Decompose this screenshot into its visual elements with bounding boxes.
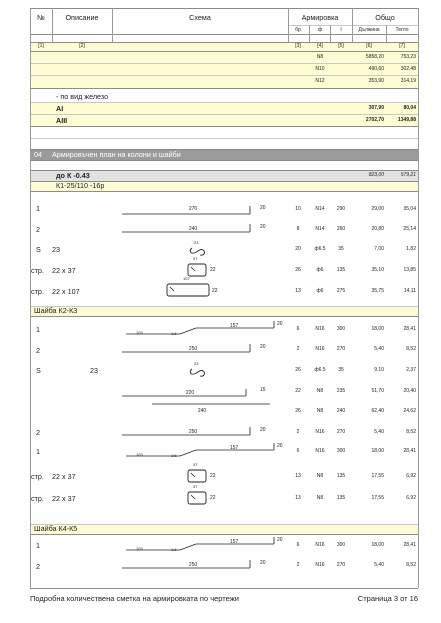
rule [30,102,418,103]
row-no: 2 [36,562,40,571]
summary-bar: N8 [316,54,324,60]
dim-label: 37 [193,462,198,467]
stirrup-icon [166,282,212,298]
row-length: 5,40 [374,429,384,435]
row-l: 290 [336,206,346,212]
row-l: 135 [336,473,346,479]
summary-weight: 314,19 [400,78,416,84]
row-length: 51,70 [371,388,384,394]
row-count: 2 [296,346,300,352]
rule [30,126,418,127]
row-weight: 8,52 [406,429,416,435]
dim-label: 20 [277,321,283,327]
rule [30,524,418,525]
row-weight: 6,92 [406,473,416,479]
row-length: 17,55 [371,495,384,501]
group-2-band [30,306,418,316]
dim-label: 157 [230,445,239,451]
dim-label: 240 [188,226,198,232]
row-weight: 24,62 [403,408,416,414]
dim-label: 23 [194,361,199,366]
row-length: 29,00 [371,206,384,212]
row-l: 300 [336,448,346,454]
row-length: 20,80 [371,226,384,232]
row-weight: 6,92 [406,495,416,501]
dim-label: 157 [230,323,239,329]
rule [30,114,418,115]
row-desc: 23 [90,366,98,375]
row-weight: 28,41 [403,448,416,454]
summary-top-band [30,51,418,88]
row-desc: 22 x 37 [52,266,76,275]
row-count: 20 [295,246,301,252]
rule [30,534,418,535]
dim-label: 20 [260,560,266,566]
row-count: 22 [295,388,301,394]
row-l: 35 [338,246,344,252]
dim-label: 20 [277,443,283,449]
row-no: 1 [36,447,40,456]
bent-bar-icon [124,320,284,338]
s-hook-icon [188,244,208,258]
idx-7: [7] [399,43,405,49]
row-l: 235 [336,388,346,394]
row-weight: 28,41 [403,542,416,548]
rule [30,306,418,307]
idx-5: [5] [338,43,344,49]
dim-label: 250 [188,562,198,568]
header-scheme: Схема [189,13,211,22]
row-weight: 14,11 [403,288,416,294]
dim-label: 22 [210,495,216,501]
idx-6: [6] [366,43,372,49]
row-no: стр. [31,266,44,275]
row-count: 6 [296,448,300,454]
summary-length: 5858,20 [365,54,384,60]
header-length: Дължина [358,27,380,33]
row-l: 240 [336,408,346,414]
row-l: 275 [336,288,346,294]
stirrup-icon [187,490,209,506]
row-l: 260 [336,226,346,232]
header-total: Общо [375,13,395,22]
row-count: 6 [296,326,300,332]
group-3-band [30,524,418,534]
dim-label: 20 [277,537,283,543]
by-steel-label: - по вид железо [56,92,109,101]
summary-weight: 753,23 [400,54,416,60]
col-rule [330,25,331,42]
header-weight: Тегло [395,27,409,33]
dim-label: 270 [188,206,198,212]
rule [30,42,418,43]
dim-label: 240 [197,408,207,414]
idx-2: [2] [79,43,85,49]
dim-label: 1:6 [171,547,177,552]
dim-label: 103 [136,452,143,457]
dim-label: 22 [210,267,216,273]
rule [30,51,418,52]
s-hook-icon [188,365,208,379]
row-count: 2 [296,429,300,435]
row-bar: N16 [315,448,325,454]
row-count: 13 [295,495,301,501]
row-no: 2 [36,346,40,355]
row-length: 18,00 [371,326,384,332]
steel-name: AIII [56,116,68,125]
col-rule [112,8,113,42]
level-label: до К -0.43 [56,171,90,180]
dim-label: 107 [183,276,190,281]
summary-weight: 302,48 [400,66,416,72]
rule [30,191,418,192]
dim-label: 220 [185,390,195,396]
col-rule [386,25,387,42]
row-weight: 25,14 [403,226,416,232]
dim-label: 1:6 [171,453,177,458]
idx-band [30,42,418,51]
row-bar: ф6 [316,288,324,294]
header-l: l [340,27,342,33]
row-no: стр. [31,472,44,481]
group-title: К1-25/110 -16р [56,181,105,190]
row-length: 35,10 [371,267,384,273]
row-length: 17,55 [371,473,384,479]
rule [288,25,418,26]
row-bar: N8 [316,495,324,501]
row-l: 270 [336,429,346,435]
rule [30,75,418,76]
row-bar: N8 [316,473,324,479]
rule [30,138,418,139]
row-length: 35,75 [371,288,384,294]
col-rule [52,8,53,42]
col-rule [309,25,310,42]
row-bar: N16 [315,562,325,568]
rule [30,8,418,9]
rule [30,588,418,589]
dim-label: 22 [210,473,216,479]
header-no: № [37,13,45,22]
row-bar: N8 [316,388,324,394]
header-phi: ф [317,27,323,33]
col-rule [288,8,289,42]
dim-label: 23 [194,240,199,245]
row-l: 300 [336,542,346,548]
footer-title: Подробна количествена сметка на армировката по чертежи [30,594,239,603]
dim-label: 20 [260,205,266,211]
header-count: бр [295,27,301,33]
row-no: S [36,245,41,254]
row-no: S [36,366,41,375]
row-l: 35 [338,367,344,373]
row-bar: N14 [315,226,325,232]
dim-label: 37 [193,484,198,489]
steel-name: AI [56,104,64,113]
row-count: 26 [295,408,301,414]
rule [30,34,418,35]
group-title: Шайба К2-К3 [34,306,78,315]
row-weight: 28,41 [403,326,416,332]
row-weight: 20,40 [403,388,416,394]
stirrup-icon [187,262,209,278]
steel-weight: 1349,88 [397,117,416,123]
row-bar: N8 [316,408,324,414]
row-desc: 23 [52,245,60,254]
row-l: 135 [336,267,346,273]
row-count: 26 [295,367,301,373]
row-l: 270 [336,562,346,568]
row-bar: N16 [315,542,325,548]
dim-label: 103 [136,330,143,335]
dim-label: 250 [188,429,198,435]
header-description: Описание [65,13,99,22]
row-bar: N16 [315,346,325,352]
rule [30,160,418,161]
reinforcement-sheet [30,8,418,588]
row-desc: 22 x 107 [52,287,80,296]
summary-length: 353,90 [368,78,384,84]
steel-length: 307,90 [368,105,384,111]
rule [30,63,418,64]
level-length: 823,00 [368,172,384,178]
dim-label: 22 [212,288,218,294]
dim-label: 103 [136,546,143,551]
row-no: стр. [31,494,44,503]
header-reinforcement: Армировка [301,13,339,22]
steel-length: 2702,70 [365,117,384,123]
col-rule [352,8,353,42]
dim-label: 157 [230,539,239,545]
dim-label: 20 [260,427,266,433]
idx-1: [1] [38,43,44,49]
row-count: 6 [296,542,300,548]
row-count: 26 [295,267,301,273]
group-title: Шайба К4-К5 [34,524,78,533]
page-number: Страница 3 от 16 [357,594,418,603]
dim-label: 37 [193,256,198,261]
row-l: 270 [336,346,346,352]
row-no: 1 [36,325,40,334]
row-length: 5,40 [374,562,384,568]
section-title: Армировъчен план на колони и шайби [52,150,181,159]
dim-label: 1:6 [171,331,177,336]
row-length: 5,40 [374,346,384,352]
rule [30,88,418,89]
row-weight: 8,52 [406,346,416,352]
row-count: 13 [295,473,301,479]
row-length: 7,00 [374,246,384,252]
summary-bar: N12 [315,78,325,84]
dim-label: 20 [260,344,266,350]
row-weight: 2,37 [406,367,416,373]
row-length: 62,40 [371,408,384,414]
row-no: 1 [36,541,40,550]
section-no: 04 [34,150,42,159]
col-rule [418,8,419,588]
row-bar: ф6 [316,267,324,273]
row-no: 2 [36,225,40,234]
row-no: 2 [36,428,40,437]
row-count: 10 [295,206,301,212]
bent-bar-icon [124,536,284,554]
row-count: 8 [296,226,300,232]
row-bar: ф6.5 [314,246,326,252]
dim-label: 15 [260,387,266,393]
row-bar: N16 [315,326,325,332]
summary-bar: N10 [315,66,325,72]
row-weight: 13,85 [403,267,416,273]
idx-4: [4] [317,43,323,49]
row-length: 9,10 [374,367,384,373]
level-weight: 579,21 [400,172,416,178]
row-weight: 1,82 [406,246,416,252]
row-bar: ф6.5 [314,367,326,373]
row-count: 2 [296,562,300,568]
row-count: 13 [295,288,301,294]
row-no: стр. [31,287,44,296]
row-bar: N14 [315,206,325,212]
bent-bar-icon [124,442,284,460]
idx-3: [3] [295,43,301,49]
row-bar: N16 [315,429,325,435]
steel-weight: 80,04 [403,105,416,111]
row-length: 18,00 [371,542,384,548]
row-l: 135 [336,495,346,501]
dim-label: 20 [260,224,266,230]
row-weight: 35,04 [403,206,416,212]
row-length: 18,00 [371,448,384,454]
row-desc: 22 x 37 [52,494,76,503]
summary-length: 490,60 [368,66,384,72]
dim-label: 250 [188,346,198,352]
row-no: 1 [36,204,40,213]
row-desc: 22 x 37 [52,472,76,481]
stirrup-icon [187,468,209,484]
row-l: 300 [336,326,346,332]
straight-bar-icon [150,400,280,406]
rule [30,316,418,317]
row-weight: 8,52 [406,562,416,568]
